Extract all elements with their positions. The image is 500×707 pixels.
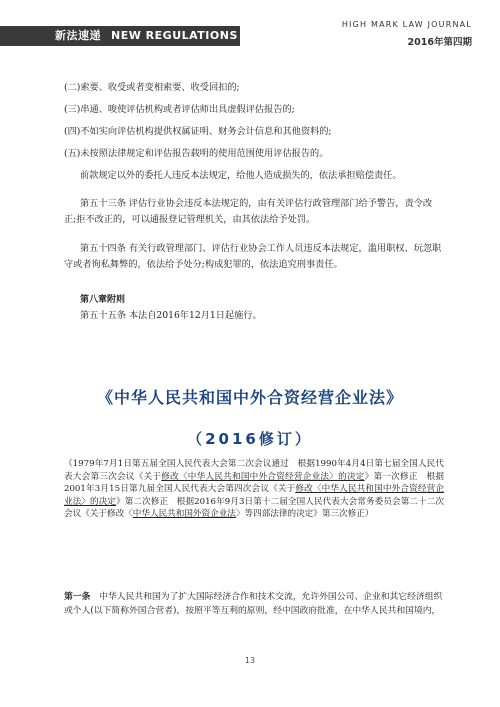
item-5: (五)未按照法律规定和评估报告载明的使用范围使用评估报告的。 — [64, 148, 329, 159]
section-title-cn: 新法速递 — [55, 29, 101, 42]
law-subtitle: （2016修订） — [187, 430, 313, 448]
journal-name: HIGH MARK LAW JOURNAL — [341, 20, 472, 29]
article-1-label: 第一条 — [64, 592, 91, 602]
history-part-underlined: 修改〈中华人民共和国中外合资经营企业法〉的决定 — [64, 484, 444, 507]
chapter-heading: 第八章附则 — [80, 295, 126, 305]
history-part-underlined: 修改〈中华人民共和国中外合资经营企业法〉的决定 — [161, 471, 365, 482]
journal-issue: 2016年第四期 — [407, 37, 472, 48]
page-number: 13 — [244, 656, 256, 665]
history-part: 》第二次修正 根据2016年9月3日第十二届全国人民代表大会常务委员会第二十二次会议《关于修改〈 — [64, 496, 444, 519]
item-4: (四)不如实向评估机构提供权属证明、财务会计信息和其他资料的; — [64, 126, 332, 137]
article-55: 第五十五条 本法自2016年12月1日起施行。 — [80, 310, 262, 321]
history-part-underlined: 中华人民共和国外资企业法 — [132, 509, 236, 519]
section-banner — [0, 26, 240, 46]
law-title: 《中华人民共和国中外合资经营企业法》 — [96, 388, 403, 407]
revision-history — [64, 458, 444, 521]
item-2: (二)索要、收受或者变相索要、收受回扣的; — [64, 82, 240, 93]
article-1-text: 中华人民共和国为了扩大国际经济合作和技术交流，允许外国公司、企业和其它经济组织或个人(以下简称外国合营者)，按照平等互利的原则，经中国政府批准，在中华人民共和国境内， — [64, 592, 443, 616]
section-title-en: NEW REGULATIONS — [111, 29, 238, 42]
history-part: （1979年7月1日第五届全国人民代表大会第二次会议通过 根据1990年4月4日第七届全国人民代表大会第三次会议《关于 — [64, 459, 444, 482]
article-1 — [64, 590, 444, 618]
history-part: 〉等四部法律的决定》第三次修正） — [235, 509, 374, 519]
article-53: 第五十三条 评估行业协会违反本法规定的，由有关评估行政管理部门给予警告，责令改正;拒不改正的，可以通报登记管理机关，由其依法给予处罚。 — [64, 198, 433, 225]
prev-law-items — [64, 82, 444, 182]
item-3: (三)串通、唆使评估机构或者评估师出具虚假评估报告的; — [64, 104, 295, 115]
article-54: 第五十四条 有关行政管理部门、评估行业协会工作人员违反本法规定，滥用职权、玩忽职守或者徇私舞弊的，依法给予处分;构成犯罪的，依法追究刑事责任。 — [64, 243, 442, 270]
paragraph-liability: 前款规定以外的委托人违反本法规定，给他人造成损失的，依法承担赔偿责任。 — [80, 170, 402, 181]
history-part: 》第一次修正 根据2001年3月15日第九届全国人民代表大会第四次会议《关于 — [64, 471, 444, 494]
